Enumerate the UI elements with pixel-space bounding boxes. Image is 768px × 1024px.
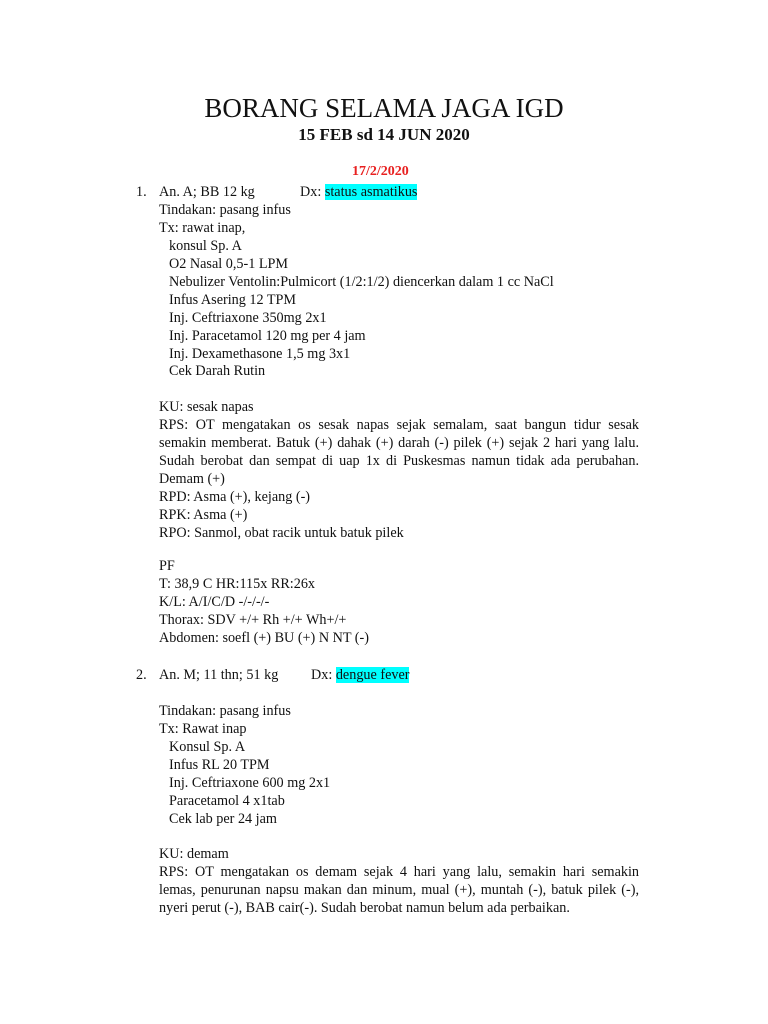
case-1-pf-label: PF (159, 558, 175, 574)
case-2-tx-label: Tx: Rawat inap (159, 721, 247, 737)
case-1-dx-value: status asmatikus (324, 184, 418, 200)
case-2-number: 2. (136, 667, 147, 683)
case-2-rps-last: nyeri perut (-), BAB cair(-). Sudah berobat namun belum ada perbaikan. (159, 900, 570, 916)
case-1-tindakan: Tindakan: pasang infus (159, 202, 291, 218)
case-1-tx-label: Tx: rawat inap, (159, 220, 246, 236)
case-1-pf-item: Abdomen: soefl (+) BU (+) N NT (-) (159, 630, 369, 646)
case-1-rpo: RPO: Sanmol, obat racik untuk batuk pilek (159, 525, 404, 541)
document-title: BORANG SELAMA JAGA IGD (204, 93, 564, 123)
case-1-pf-item: K/L: A/I/C/D -/-/-/- (159, 594, 270, 610)
case-1-rps-line: Sudah berobat dan sempat di uap 1x di Puskesmas namun tidak ada perubahan. (159, 453, 639, 469)
case-2-dx-value: dengue fever (335, 667, 410, 683)
case-2-tx-item: Paracetamol 4 x1tab (169, 793, 285, 809)
case-2-tx-item: Infus RL 20 TPM (169, 757, 270, 773)
case-1-ku: KU: sesak napas (159, 399, 254, 415)
case-1-tx-item: Cek Darah Rutin (169, 363, 266, 379)
case-1-tx-item: Inj. Dexamethasone 1,5 mg 3x1 (169, 346, 351, 362)
case-1-diagnosis (300, 183, 417, 201)
case-1-pf-item: Thorax: SDV +/+ Rh +/+ Wh+/+ (159, 612, 347, 628)
case-1-number: 1. (136, 184, 147, 200)
case-2-dx-label: Dx: (311, 667, 333, 683)
case-1-pf-item: T: 38,9 C HR:115x RR:26x (159, 576, 316, 592)
case-2-rps-line: RPS: OT mengatakan os demam sejak 4 hari yang lalu, semakin hari semakin (159, 864, 639, 880)
case-1-rps-last: Demam (+) (159, 471, 225, 487)
case-2-diagnosis (311, 666, 409, 684)
case-1-tx-item: konsul Sp. A (169, 238, 242, 254)
case-1-rpk: RPK: Asma (+) (159, 507, 248, 523)
case-1-rpd: RPD: Asma (+), kejang (-) (159, 489, 311, 505)
case-1-tx-item: O2 Nasal 0,5-1 LPM (169, 256, 289, 272)
case-1-rps-line: semakin memberat. Batuk (+) dahak (+) darah (-) pilek (+) sejak 2 hari yang lalu. (159, 435, 639, 451)
case-1-tx-item: Nebulizer Ventolin:Pulmicort (1/2:1/2) diencerkan dalam 1 cc NaCl (169, 274, 554, 290)
case-1-dx-label: Dx: (300, 184, 322, 200)
case-2-tx-item: Inj. Ceftriaxone 600 mg 2x1 (169, 775, 331, 791)
case-2-rps-line: lemas, penurunan napsu makan dan minum, mual (+), muntah (-), batuk pilek (-), (159, 882, 639, 898)
case-2-patient: An. M; 11 thn; 51 kg (159, 667, 279, 683)
case-1-tx-item: Inj. Paracetamol 120 mg per 4 jam (169, 328, 366, 344)
case-1-tx-item: Infus Asering 12 TPM (169, 292, 297, 308)
case-2-ku: KU: demam (159, 846, 229, 862)
case-1-patient: An. A; BB 12 kg (159, 184, 255, 200)
case-1-tx-item: Inj. Ceftriaxone 350mg 2x1 (169, 310, 327, 326)
case-2-tx-item: Konsul Sp. A (169, 739, 246, 755)
document-subtitle: 15 FEB sd 14 JUN 2020 (298, 125, 470, 144)
entry-date: 17/2/2020 (352, 164, 409, 179)
case-2-tindakan: Tindakan: pasang infus (159, 703, 291, 719)
case-1-rps-line: RPS: OT mengatakan os sesak napas sejak semalam, saat bangun tidur sesak (159, 417, 639, 433)
case-2-tx-item: Cek lab per 24 jam (169, 811, 277, 827)
